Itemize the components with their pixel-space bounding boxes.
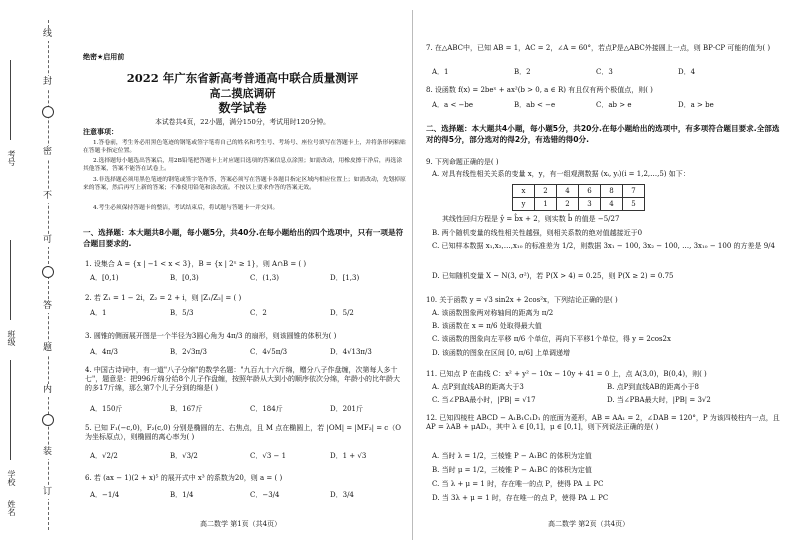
option: C．184斤 (250, 405, 283, 413)
option: D．a > be (678, 101, 714, 109)
notice-item: 2.选择题每小题选出答案后，用2B铅笔把答题卡上对应题目选项的答案信息点涂黑；如需改动，用橡皮擦干净后，再选涂其他答案，答案不能答在试卷上。 (83, 158, 403, 173)
binding-circle (42, 266, 54, 278)
data-table (512, 184, 645, 211)
notice-item: 4.考生必须保持答题卡的整洁，考试结束后，将试题与答题卡一并交回。 (93, 205, 279, 211)
field-class: 班级 (7, 330, 16, 346)
option: C．−3/4 (250, 491, 280, 499)
table-cell: 2 (535, 185, 557, 198)
option: A．−1/4 (90, 491, 120, 499)
question-stem: 2. 若 Z₁ = 1 − 2i，Z₂ = 2 + i，则 |Z₁/Z₂| = ( ) (85, 294, 242, 302)
option: D. 当∠PBA最大时，|PB| = 3√2 (607, 396, 711, 404)
binding-char: 题 (43, 342, 52, 355)
option: D．201斤 (330, 405, 363, 413)
binding-char: 密 (43, 146, 52, 159)
option: B．1/4 (170, 491, 194, 499)
option: B．√3/2 (170, 452, 198, 460)
option: A．1 (90, 309, 107, 317)
option-b: B. 该函数在 x = π/6 处取得最大值 (432, 322, 542, 330)
option: D．1 + √3 (330, 452, 367, 460)
notice-item: 1.答卷前，考生务必用黑色笔迹的钢笔或签字笔将自己的姓名和考生号、考场号、座位号填写在答题卡上，并将条形码粘贴在答题卡指定位置。 (83, 140, 406, 155)
field-exam-number: 考号 (7, 150, 16, 166)
option: B．2√3π/3 (170, 348, 207, 356)
option: B．167斤 (170, 405, 203, 413)
option: C. 当∠PBA最小时，|PB| = √17 (432, 396, 536, 404)
binding-char: 装 (43, 446, 52, 459)
option: C．(1,3) (250, 274, 279, 282)
option-a-cont: 其线性回归方程是 ŷ = b̂x + 2，则实数 b̂ 的值是 −5/27 (442, 215, 620, 223)
option: A．[0,1) (90, 274, 119, 282)
question-stem: 4. 中国古诗词中，有一道"八子分绵"的数学名题："九百九十六斤绵，赠分八子作盘缠，次第每人多十七"，题意是：把996斤绵分给8个儿子作盘缠，按照年龄从大到小的顺序依次分绵，年龄小的比年龄大的多17斤绵，那么第7个儿子分到的绵是( ) (85, 366, 401, 393)
binding-circle (42, 414, 54, 426)
question-stem: 8. 设函数 f(x) = 2beˣ + ax²(b > 0, a ∈ R) 有且仅有两个极值点，则( ) (426, 86, 653, 94)
subject-title: 数学试卷 (218, 101, 267, 115)
binding-margin (0, 0, 66, 550)
option: B．[0,3) (170, 274, 199, 282)
option: D．4 (678, 68, 696, 76)
option-a: A. 该函数图象两对称轴间的距离为 π/2 (432, 309, 554, 317)
table-cell: 4 (601, 198, 623, 211)
option-d: D. 当 3λ + μ = 1 时，存在唯一的点 P，使得 PA ⊥ PC (432, 494, 609, 502)
confidential-mark: 绝密★启用前 (83, 53, 125, 61)
field-school: 学校 (7, 470, 16, 486)
option: C．2 (250, 309, 267, 317)
section-2-heading: 二、选择题：本大题共4小题，每小题5分，共20分.在每小题给出的选项中，有多项符合题目要求.全部选对的得5分，部分选对的得2分，有选错的得0分. (426, 124, 780, 144)
option: B. 点P到直线AB的距离小于8 (607, 383, 699, 391)
question-stem: 7. 在△ABC中，已知 AB = 1，AC = 2，∠A = 60°，若点P是△ABC外接圆上一点，则 BP·CP 可能的值为( ) (426, 44, 771, 52)
table-row-label: y (513, 198, 535, 211)
notice-heading: 注意事项： (83, 128, 118, 136)
option-c: C. 该函数的图象向左平移 π/6 个单位，再向下平移1个单位，得 y = 2cos2x (432, 335, 671, 343)
option-b: B. 当时 μ = 1/2，三棱锥 P − A₁BC 的体积为定值 (432, 466, 592, 474)
binding-char: 不 (43, 190, 52, 203)
option-c: C. 当 λ + μ = 1 时，存在唯一的点 P，使得 PA ⊥ PC (432, 480, 604, 488)
column-divider (412, 10, 413, 540)
table-cell: 4 (557, 185, 579, 198)
option: C．3 (596, 68, 613, 76)
option: B．ab < −e (514, 101, 556, 109)
option-a: A. 当时 λ = 1/2，三棱锥 P − A₁BC 的体积为定值 (432, 452, 592, 460)
binding-char: 封 (43, 76, 52, 89)
binding-char: 内 (43, 384, 52, 397)
exam-title: 2022 年广东省新高考普通高中联合质量测评 (126, 71, 359, 85)
option-b: B. 两个随机变量的线性相关性越强，则相关系数的绝对值越接近于0 (432, 229, 643, 237)
option: A．150斤 (90, 405, 123, 413)
option: C．4√5π/3 (250, 348, 288, 356)
table-row-label: x (513, 185, 535, 198)
table-cell: 8 (601, 185, 623, 198)
table-cell: 3 (579, 198, 601, 211)
section-1-heading: 一、选择题：本大题共8小题，每小题5分，共40分.在每小题给出的四个选项中，只有一项是符合题目要求的. (83, 228, 404, 248)
option-d: D. 该函数的图象在区间 [0, π/6] 上单调递增 (432, 349, 571, 357)
option: D．3/4 (330, 491, 354, 499)
option: C．ab > e (596, 101, 632, 109)
option: A．1 (432, 68, 449, 76)
option: A．a < −be (432, 101, 474, 109)
binding-char: 订 (43, 486, 52, 499)
option: D．4√13π/3 (330, 348, 372, 356)
binding-char: 答 (43, 300, 52, 313)
option: C．√3 − 1 (250, 452, 287, 460)
question-stem: 6. 若 (ax − 1)(2 + x)⁵ 的展开式中 x³ 的系数为20，则 a = ( ) (85, 474, 283, 482)
notice-item: 3.非选择题必须用黑色笔迹的钢笔或签字笔作答，答案必须写在答题卡各题目指定区域内相应位置上；如需改动，先划掉原来的答案，然后再写上新的答案；不准使用铅笔和涂改液。不按以上要求作答的答案无效。 (83, 177, 406, 192)
option: B．5/3 (170, 309, 194, 317)
binding-char: 线 (43, 28, 52, 41)
question-stem: 3. 圆锥的侧面展开图是一个半径为3圆心角为 4π/3 的扇形，则该圆锥的体积为( ) (85, 332, 337, 340)
question-stem: 1. 设集合 A = {x | −1 < x < 3}，B = {x | 2ˣ ≥ 1}，则 A∩B = ( ) (85, 260, 307, 268)
page-footer: 高二数学 第2页（共4页） (548, 520, 630, 528)
question-stem: 11. 已知点 P 在曲线 C：x² + y² − 10x − 10y + 41 = 0 上，点 A(3,0)，B(0,4)，则( ) (426, 370, 707, 378)
option: D．5/2 (330, 309, 354, 317)
option-d: D. 已知随机变量 X ~ N(3, σ²)，若 P(X > 4) = 0.25，则 P(X ≥ 2) = 0.75 (432, 272, 674, 280)
option: A. 点P到直线AB的距离大于3 (432, 383, 524, 391)
binding-char: 可 (43, 234, 52, 247)
field-line (10, 60, 11, 140)
page-footer: 高二数学 第1页（共4页） (200, 520, 282, 528)
question-stem: 5. 已知 F₁(−c,0)，F₂(c,0) 分别是椭圆的左、右焦点，且 M 点在椭圆上，若 |OM| = |MF₂| = c（O为坐标原点），则椭圆的离心率为( ) (85, 424, 401, 442)
table-cell: 5 (623, 198, 645, 211)
field-name: 姓名 (7, 500, 16, 516)
option: B．2 (514, 68, 531, 76)
option: A．4π/3 (90, 348, 118, 356)
field-line (10, 360, 11, 460)
option: D．[1,3) (330, 274, 360, 282)
option-a: A. 对具有线性相关关系的变量 x，y，有一组观测数据 (xᵢ, yᵢ)(i = 1,2,…,5) 如下： (432, 170, 690, 178)
question-stem: 12. 已知四棱柱 ABCD − A₁B₁C₁D₁ 的底面为菱形，AB = AA₁ = 2，∠DAB = 120°，P 为该四棱柱内一点，且 AP = λAB + μAD₁，其中 λ ∈ [0,1]，μ ∈ [0,1]，则下列说法正确的是( ) (426, 414, 780, 432)
question-stem: 10. 关于函数 y = √3 sin2x + 2cos²x，下列结论正确的是( ) (426, 296, 618, 304)
table-cell: 7 (623, 185, 645, 198)
table-cell: 6 (579, 185, 601, 198)
field-line (10, 240, 11, 320)
table-cell: 2 (557, 198, 579, 211)
exam-info: 本试卷共4页，22小题，满分150分，考试用时120分钟。 (155, 118, 330, 126)
table-cell: 1 (535, 198, 557, 211)
exam-subtitle: 高二摸底调研 (209, 87, 276, 100)
option-c: C. 已知样本数据 x₁,x₂,…,x₁₀ 的标准差为 1/2，则数据 3x₁ − 100, 3x₂ − 100, …, 3x₁₀ − 100 的方差是 9/4 (432, 242, 775, 250)
binding-circle (42, 106, 54, 118)
question-stem: 9. 下列命题正确的是( ) (426, 158, 499, 166)
option: A．√2/2 (90, 452, 118, 460)
